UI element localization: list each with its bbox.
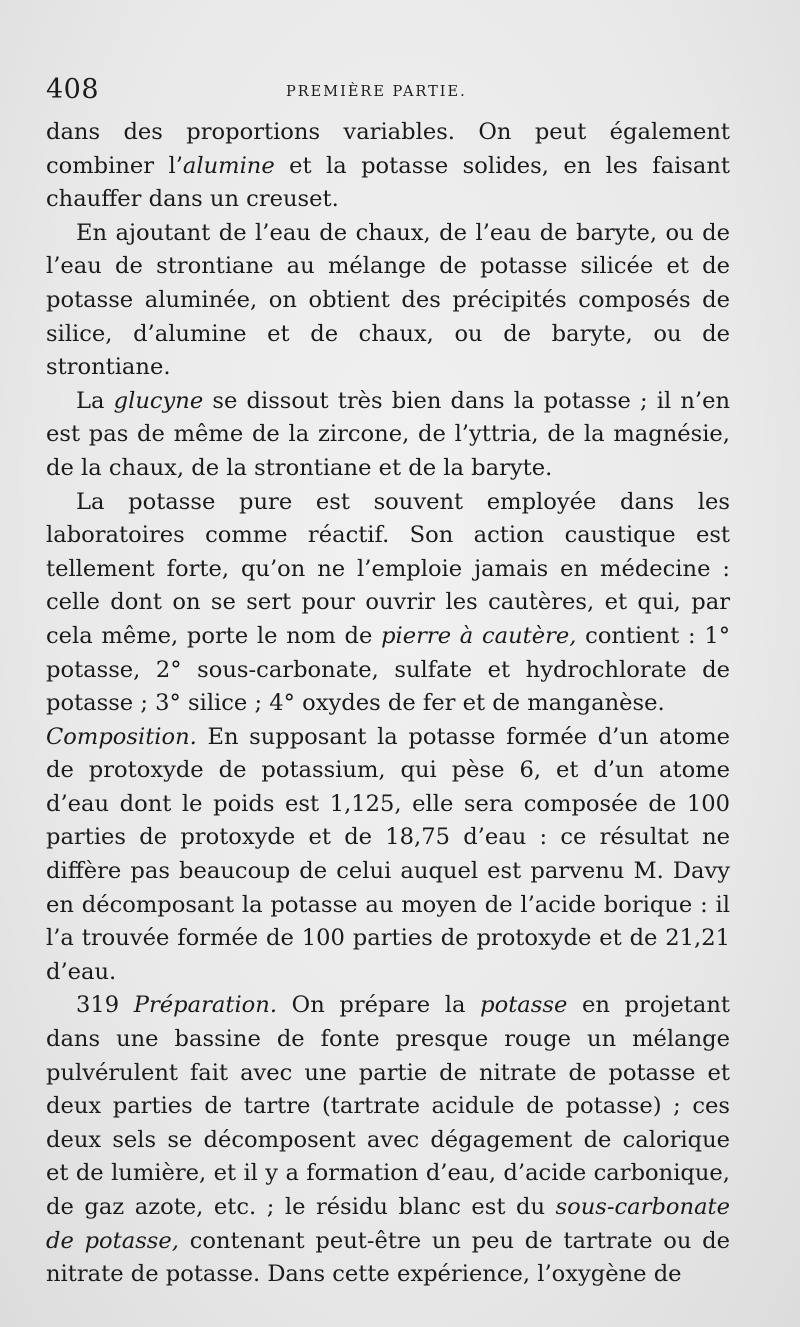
page-number: 408	[46, 74, 100, 105]
paragraph-text: contenant peut-être un peu de tartrate ou de nitrate de potasse. Dans cette expérience, l’oxygène de	[46, 1227, 731, 1288]
italic-term: potasse	[480, 992, 568, 1019]
running-title: PREMIÈRE PARTIE.	[286, 84, 467, 100]
paragraph-text: contient : 1° potasse, 2° sous-carbonate, sulfate et hydrochlorate de potasse ; 3° silice ; 4° oxydes de fer et de manganèse.	[46, 622, 730, 717]
body-text	[46, 116, 730, 1292]
paragraph-text: On prépare la	[277, 992, 481, 1019]
paragraph-composition	[46, 721, 730, 990]
section-heading: Composition.	[46, 723, 197, 750]
italic-term: alumine	[182, 152, 275, 179]
paragraph-preparation	[46, 989, 730, 1291]
paragraph-number: 319	[76, 992, 120, 1019]
paragraph-text: dans des proportions variables. On peut également combiner l’	[46, 119, 730, 179]
paragraph-text: se dissout très bien dans la potasse ; il n’en est pas de même de la zircone, de l’yttria, de la magnésie, de la chaux, de la strontiane et de la baryte.	[46, 387, 731, 481]
page-header	[46, 74, 736, 110]
italic-term: sous-carbonate de potasse,	[46, 1194, 730, 1254]
section-heading: Préparation.	[133, 992, 278, 1019]
italic-term: pierre à cautère,	[381, 622, 577, 649]
paragraph-alumine	[46, 116, 730, 217]
paragraph-text: La potasse pure est souvent employée dans les laboratoires comme réactif. Son action caustique est tellement forte, qu’on ne l’emploie jamais en médecine : celle dont on se sert pour ouvrir les cautères, et qui, par cela même, porte le nom de	[46, 488, 730, 649]
paragraph-text: en projetant dans une bassine de fonte presque rouge un mélange pulvérulent fait avec une partie de nitrate de potasse et deux parties de tartre (tartrate acidule de potasse) ; ces deux sels se décomposent avec dégagement de calorique et de lumière, et il y a formation d’eau, d’acide carbonique, de gaz azote, etc. ; le résidu blanc est du	[46, 992, 730, 1220]
paragraph-text: En supposant la potasse formée d’un atome de protoxyde de potassium, qui pèse 6, et d’un atome d’eau dont le poids est 1,125, elle sera composée de 100 parties de protoxyde et de 18,75 d’eau : ce résultat ne diffère pas beaucoup de celui auquel est parvenu M. Davy en décomposant la potasse au moyen de l’acide borique : il l’a trouvée formée de 100 parties de protoxyde et de 21,21 d’eau.	[46, 723, 730, 985]
paragraph-glucyne	[46, 385, 730, 486]
paragraph-text: La	[76, 387, 114, 414]
paragraph-text: En ajoutant de l’eau de chaux, de l’eau de baryte, ou de l’eau de strontiane au mélange de potasse silicée et de potasse aluminée, on obtient des précipités composés de silice, d’alumine et de chaux, ou de baryte, ou de strontiane.	[46, 219, 730, 381]
paragraph-potasse-pure	[46, 486, 730, 721]
paragraph-text: et la potasse solides, en les faisant chauffer dans un creuset.	[46, 152, 730, 213]
italic-term: glucyne	[113, 387, 204, 414]
paragraph-precipites	[46, 217, 730, 385]
